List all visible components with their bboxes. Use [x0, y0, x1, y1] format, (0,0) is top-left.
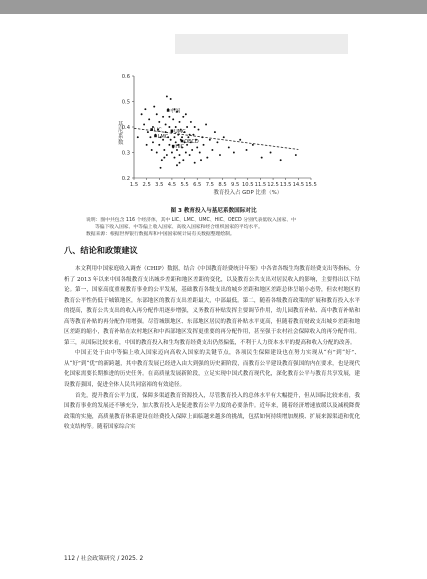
data-point [137, 136, 139, 138]
data-point [182, 116, 184, 118]
data-point [185, 152, 187, 154]
data-point [163, 157, 165, 159]
data-point [270, 152, 272, 154]
group-marker [154, 135, 157, 138]
y-tick-label: 0.5 [121, 99, 130, 106]
data-point [149, 136, 151, 138]
data-point [186, 126, 188, 128]
figure-note-line: 等偏下收入国家、中等偏上收入国家、高收入国家和经合组织国家的平均水平。 [95, 225, 263, 231]
x-tick-label: 1.5 [129, 182, 139, 188]
data-point [219, 154, 221, 156]
x-tick-label: 7.5 [205, 182, 214, 188]
data-point [181, 136, 183, 138]
figure-note-source: 数据来源：根据世界银行数据库和中国国家统计局有关数据整理绘制。 [86, 232, 235, 238]
data-point [166, 154, 168, 156]
y-tick-label: 0.3 [121, 150, 130, 157]
data-point [171, 152, 173, 154]
data-point [182, 159, 184, 161]
group-marker [167, 109, 170, 112]
x-tick-label: 10.5 [242, 182, 254, 188]
data-point [175, 141, 177, 143]
data-point [214, 131, 216, 133]
data-point [175, 126, 177, 128]
data-point [223, 136, 225, 138]
section-title: 八、结论和政策建议 [64, 245, 138, 255]
data-point [144, 108, 146, 110]
paragraph: 本文利用中国家庭收入调查（CHIP）数据，结合《中国教育经费统计年鉴》中各省各级生均教育经费支出等指标，分析了 2013 年以来中国各级教育支出城乡差距和地区差距的变化，以及教育公共支出对居民收入的影响，主要得出以下结论。第一，国家高度重视教育事业的公平发展，基础教育各级支出的城乡差距和地区差距总体呈缩小态势，但农村地区的教育公平性仍低于城镇地区，东部地区的教育支出差距最大，中部最低。第二，随着各级教育政策的扩展和教育投入水平的提高，教育公共支出的收入再分配作用逐步增强，义务教育补贴发挥主要调节作用，幼儿园教育补贴、高中教育补贴和高等教育补贴的再分配作用增强。尽管城镇地区、东部地区居民的教育补贴水平更高，但随着教育财政支出城乡差距和地区差距的缩小，教育补贴在农村地区和中西部地区发挥更重要的再分配作用，甚至强于农村社会保障收入的再分配作用。第三，从国际比较来看，中国的教育投入和生均教育经费支出仍然偏低，不利于人力资本水平的提高和收入分配的改善。 [64, 266, 360, 346]
x-tick-label: 8.5 [218, 182, 227, 188]
data-point [179, 162, 181, 164]
data-point [200, 159, 202, 161]
data-point [179, 154, 181, 156]
scatter-chart [108, 70, 318, 215]
data-point [166, 95, 168, 97]
group-label: OECD [184, 139, 199, 146]
data-point [187, 136, 189, 138]
data-point [261, 157, 263, 159]
figure-note-line: 说明：图中共包含 116 个经济体，其中 LIC、LMC、UMC、HIC、OECD 分别代表低收入国家、中 [86, 218, 296, 223]
x-tick-label: 6.5 [193, 182, 202, 188]
data-point [151, 149, 153, 151]
group-label: 中国 [170, 108, 181, 115]
data-point [185, 113, 187, 115]
data-point [295, 154, 297, 156]
figure-notes [86, 217, 356, 239]
data-point [194, 126, 196, 128]
data-point [252, 144, 254, 146]
data-point [156, 152, 158, 154]
chart-svg [108, 70, 318, 215]
data-point [156, 113, 158, 115]
x-tick-label: 9.5 [231, 182, 240, 188]
data-point [165, 124, 167, 126]
paragraph: 中国正处于由中等偏上收入国家迈向高收入国家的关键节点，各项民生保障建设也在努力实现从“有”到“好”、从“好”到“优”的新跨越，其中教育发展已经进入由大到强的历史新阶段，而教育公平建设教育强国的内在要求，也是现代化国家需要长期推进的历史任务。在高质量发展新阶段，立足实现中国式教育现代化，深化教育公平与教育共享发展，建设教育强国，促进全体人民共同富裕的有效途径。 [64, 350, 360, 389]
y-tick-label: 0.4 [121, 124, 130, 131]
header-band [0, 0, 427, 14]
data-point [198, 129, 200, 131]
data-point [170, 139, 172, 141]
data-point [206, 157, 208, 159]
x-tick-label: 4.5 [167, 182, 177, 188]
x-tick-label: 5.5 [180, 182, 189, 188]
data-point [143, 124, 145, 126]
data-point [158, 144, 160, 146]
data-point [203, 144, 205, 146]
group-marker [171, 130, 174, 133]
x-tick-label: 15.5 [305, 182, 317, 188]
data-point [160, 167, 162, 169]
data-point [153, 106, 155, 108]
data-point [280, 159, 282, 161]
data-point [172, 118, 174, 120]
y-tick-label: 0.6 [121, 73, 130, 80]
page-footer: 112 / 社会政策研究 / 2025. 2 [64, 556, 144, 562]
group-marker [181, 140, 184, 143]
data-point [163, 149, 165, 151]
data-point [179, 121, 181, 123]
data-point [168, 116, 170, 118]
x-axis-label: 教育投入占 GDP 比重（%） [213, 190, 283, 196]
data-point [170, 98, 172, 100]
data-point [162, 116, 164, 118]
group-label: LIC [153, 127, 162, 134]
data-point [239, 139, 241, 141]
data-point [141, 113, 143, 115]
data-point [174, 136, 176, 138]
x-tick-label: 2.5 [142, 182, 151, 188]
group-marker [172, 145, 175, 148]
x-tick-label: 13.5 [279, 182, 292, 188]
data-point [205, 124, 207, 126]
data-point [147, 131, 149, 133]
data-point [216, 141, 218, 143]
x-tick-label: 12.5 [267, 182, 279, 188]
data-point [209, 139, 211, 141]
data-point [168, 126, 170, 128]
data-point [146, 144, 148, 146]
group-label: HIC [175, 144, 185, 151]
data-point [199, 152, 201, 154]
data-point [194, 162, 196, 164]
data-point [158, 121, 160, 123]
data-point [192, 134, 194, 136]
x-tick-label: 14.5 [292, 182, 305, 188]
header-blank-block [175, 34, 348, 54]
data-point [174, 157, 176, 159]
data-point [246, 149, 248, 151]
data-point [176, 164, 178, 166]
data-point [233, 152, 235, 154]
data-point [152, 141, 154, 143]
group-label: UMC [174, 128, 186, 135]
group-label: LMC [157, 133, 169, 140]
data-point [161, 159, 163, 161]
data-point [211, 149, 213, 151]
data-point [190, 121, 192, 123]
x-tick-label: 11.5 [254, 182, 267, 188]
y-axis-label: 基尼系数 [118, 122, 124, 146]
group-marker [150, 128, 153, 131]
x-tick-label: 3.5 [155, 182, 164, 188]
data-point [191, 149, 193, 151]
paragraph: 首先，提升教育公平力度，保障多渠道教育资源投入，尽管教育投入的总体水平有大幅提升，但从国际比较来看，我国教育事业的发展还不够充分，加大教育投入是促进教育公平力度的必要条件。近年来，随着经济增速放缓以及减税降费政策的实施，高质量教育体系建设在经费投入保障上面临越来越多的挑战，包括如何持续增加规模、扩展来源渠道和优化收支结构等。随着国家综合实 [64, 392, 360, 431]
y-tick-label: 0.2 [121, 175, 130, 182]
data-point [189, 154, 191, 156]
data-point [196, 146, 198, 148]
body-text [64, 264, 360, 433]
data-point [228, 146, 230, 148]
data-point [148, 118, 150, 120]
figure-caption: 图 3 教育投入与基尼系数国际对比 [170, 208, 257, 214]
data-point [168, 144, 170, 146]
